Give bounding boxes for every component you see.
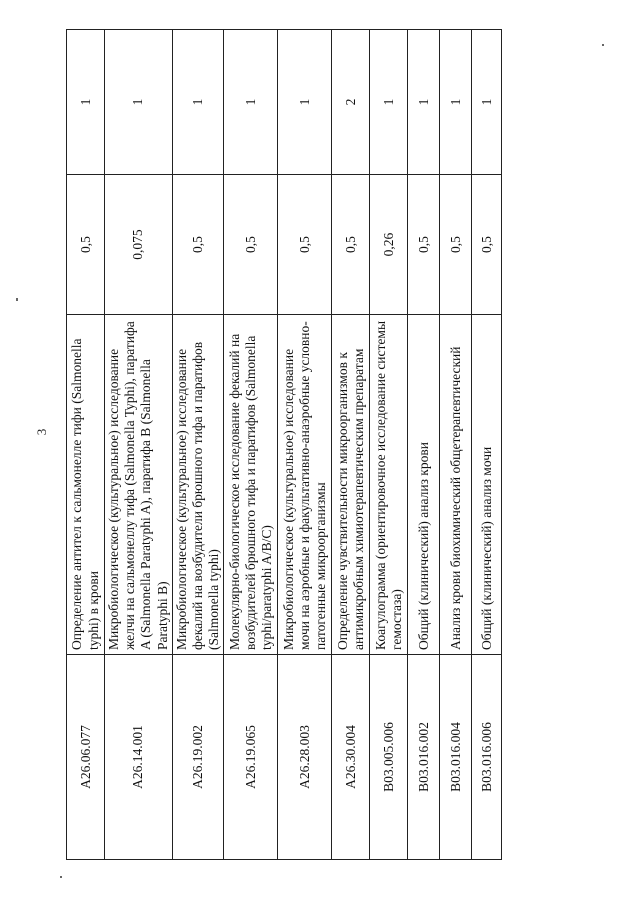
frequency-coefficient: 0,26 [370,175,408,315]
multiplicity: 1 [172,30,224,175]
multiplicity: 1 [105,30,173,175]
frequency-coefficient: 0,5 [440,175,472,315]
rotated-table-container [66,30,494,860]
service-name: Общий (клинический) анализ мочи [472,315,502,655]
service-name: Определение антител к сальмонелле тифи (Salmonella typhi) в крови [67,315,105,655]
service-code: A26.30.004 [332,655,370,860]
table-row [370,30,408,860]
table-row [105,30,173,860]
service-code: A26.06.077 [67,655,105,860]
multiplicity: 1 [370,30,408,175]
service-code: A26.19.002 [172,655,224,860]
multiplicity: 2 [332,30,370,175]
multiplicity: 1 [408,30,440,175]
service-code: B03.016.006 [472,655,502,860]
page-number: 3 [34,428,49,436]
table-row [278,30,332,860]
scan-speck [16,298,18,301]
service-code: B03.016.002 [408,655,440,860]
multiplicity: 1 [278,30,332,175]
service-name: Коагулограмма (ориентировочное исследование системы гемостаза) [370,315,408,655]
table-row [172,30,224,860]
service-name: Общий (клинический) анализ крови [408,315,440,655]
service-name: Определение чувствительности микроорганизмов к антимикробным химиотерапевтическим препаратам [332,315,370,655]
table-row [472,30,502,860]
frequency-coefficient: 0,5 [224,175,278,315]
table-row [224,30,278,860]
frequency-coefficient: 0,075 [105,175,173,315]
service-code: B03.005.006 [370,655,408,860]
frequency-coefficient: 0,5 [67,175,105,315]
service-code: A26.14.001 [105,655,173,860]
frequency-coefficient: 0,5 [172,175,224,315]
service-name: Микробиологическое (культуральное) исследование желчи на сальмонеллу тифа (Salmonella Typhi), паратифа A (Salmonella Paratyphi A), паратифа B (Salmonella Paratyphi B) [105,315,173,655]
multiplicity: 1 [67,30,105,175]
multiplicity: 1 [440,30,472,175]
multiplicity: 1 [472,30,502,175]
service-name: Анализ крови биохимический общетерапевтический [440,315,472,655]
frequency-coefficient: 0,5 [332,175,370,315]
frequency-coefficient: 0,5 [408,175,440,315]
scan-speck [602,44,604,46]
multiplicity: 1 [224,30,278,175]
service-code: B03.016.004 [440,655,472,860]
service-name: Микробиологическое (культуральное) исследование мочи на аэробные и факультативно-анаэробные условно-патогенные микроорганизмы [278,315,332,655]
table-row [440,30,472,860]
frequency-coefficient: 0,5 [278,175,332,315]
table-row [332,30,370,860]
scan-speck [60,876,62,878]
table-row [67,30,105,860]
service-name: Микробиологическое (культуральное) исследование фекалий на возбудители брюшного тифа и паратифов (Salmonella typhi) [172,315,224,655]
service-name: Молекулярно-биологическое исследование фекалий на возбудителей брюшного тифа и паратифов (Salmonella typhi/paratyphi A/B/C) [224,315,278,655]
service-code: A26.28.003 [278,655,332,860]
service-code: A26.19.065 [224,655,278,860]
frequency-coefficient: 0,5 [472,175,502,315]
services-table [66,29,502,860]
table-row [408,30,440,860]
